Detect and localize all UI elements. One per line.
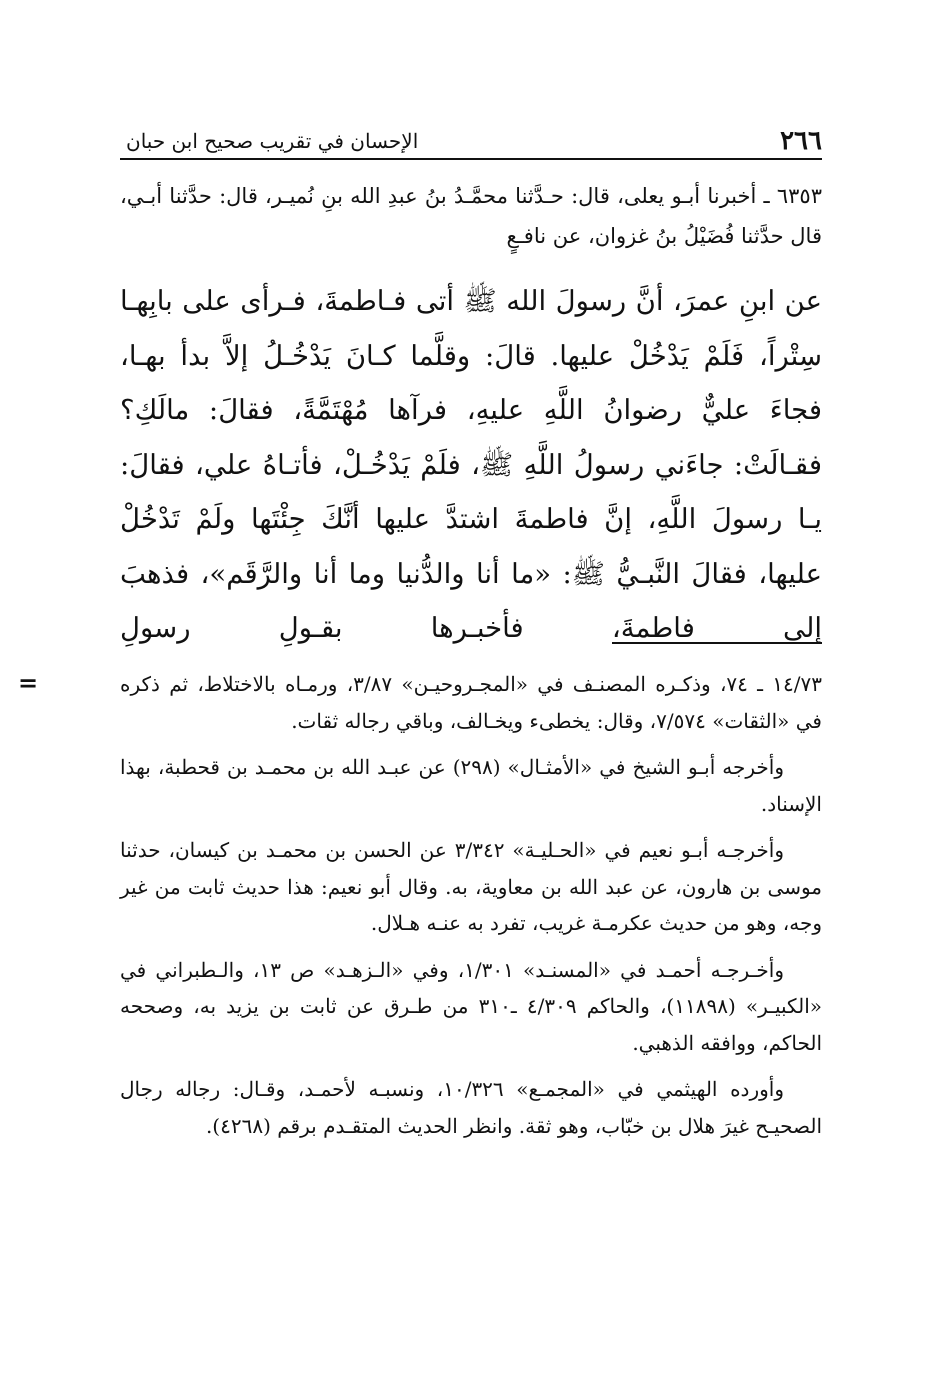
footnotes	[120, 666, 822, 1154]
footnote-paragraph: ١٤/٧٣ ـ ٧٤، وذكـره المصنـف في «المجـروحيـن» ٣/٨٧، ورمـاه بالاختلاط، ثم ذكره في «الثقات» ٧/٥٧٤، وقال: يخطىء ويخـالف، وباقي رجاله ثقات.	[120, 672, 823, 733]
footnote-separator	[612, 642, 822, 644]
running-title: الإحسان في تقريب صحيح ابن حبان	[126, 129, 419, 153]
footnote-paragraph: وأورده الهيثمي في «المجمـع» ١٠/٣٢٦، ونسبـه لأحمـد، وقـال: رجاله رجال الصحيـح غيرَ هلال بن خبّاب، وهو ثقة. وانظر الحديث المتقـدم برقم (٤٢٦٨).	[120, 1077, 822, 1138]
book-page	[17, 110, 823, 1138]
page-header	[120, 110, 822, 156]
footnote-paragraph: وأخرجه أبـو الشيخ في «الأمثـال» (٢٩٨) عن عبـد الله بن محمـد بن قحطبة، بهذا الإسناد.	[120, 755, 822, 816]
footnote-continuation-mark: =	[17, 668, 39, 697]
hadith-isnad: ٦٣٥٣ ـ أخبرنا أبـو يعلى، قال: حـدَّثنا محمَّـدُ بنُ عبدِ الله بنِ نُميـر، قال: حدَّثنا أبـي، قال حدَّثنا فُضَيْلُ بنُ غزوان، عن نافـعٍ	[120, 184, 822, 248]
footnote-paragraph: وأخرجـه أبـو نعيم في «الحـليـة» ٣/٣٤٢ عن الحسن بن محمـد بن كيسان، حدثنا موسى بن هارون، عن عبد الله بن معاوية، به. وقال أبو نعيم: هذا حديث ثابت من غير وجه، وهو من حديث عكرمـة غريب، تفرد به عنـه هـلال.	[120, 838, 822, 935]
header-rule	[120, 158, 822, 160]
page-number: ٢٦٦	[780, 126, 822, 156]
footnote-paragraph: وأخـرجـه أحمـد في «المسنـد» ١/٣٠١، وفي «الـزهـد» ص ١٣، والـطبراني في «الكبيـر» (١١٨٩٨)، والحاكم ٤/٣٠٩ ـ٣١٠ من طـرق عن ثابت بن يزيد به، وصححه الحاكم، ووافقه الذهبي.	[120, 957, 822, 1055]
hadith-matn: عن ابنِ عمرَ، أنَّ رسولَ الله ﷺ أتى فـاطمةَ، فـرأى على بابِهـا سِتْراً، فَلَمْ يَدْخُلْ عليها. قالَ: وقلَّما كـانَ يَدْخُـلُ إلاَّ بدأ بهـا، فجاءَ عليٌّ رضوانُ اللَّهِ عليهِ، فرآها مُهْتَمَّةً، فقالَ: مالَكِ؟ فقـالَتْ: جاءَني رسولُ اللَّهِ ﷺ، فلَمْ يَدْخُـلْ، فأتـاهُ علي، فقالَ: يـا رسولَ اللَّهِ، إنَّ فاطمةَ اشتدَّ عليها أنَّكَ جِئْتَها ولَمْ تَدْخُلْ عليها، فقالَ النَّبـيُّ ﷺ: «ما أنا والدُّنيا وما أنا والرَّقَم»، فذهبَ إلى فاطمةَ، فأخبـرها بقـولِ رسولِ	[120, 285, 822, 644]
